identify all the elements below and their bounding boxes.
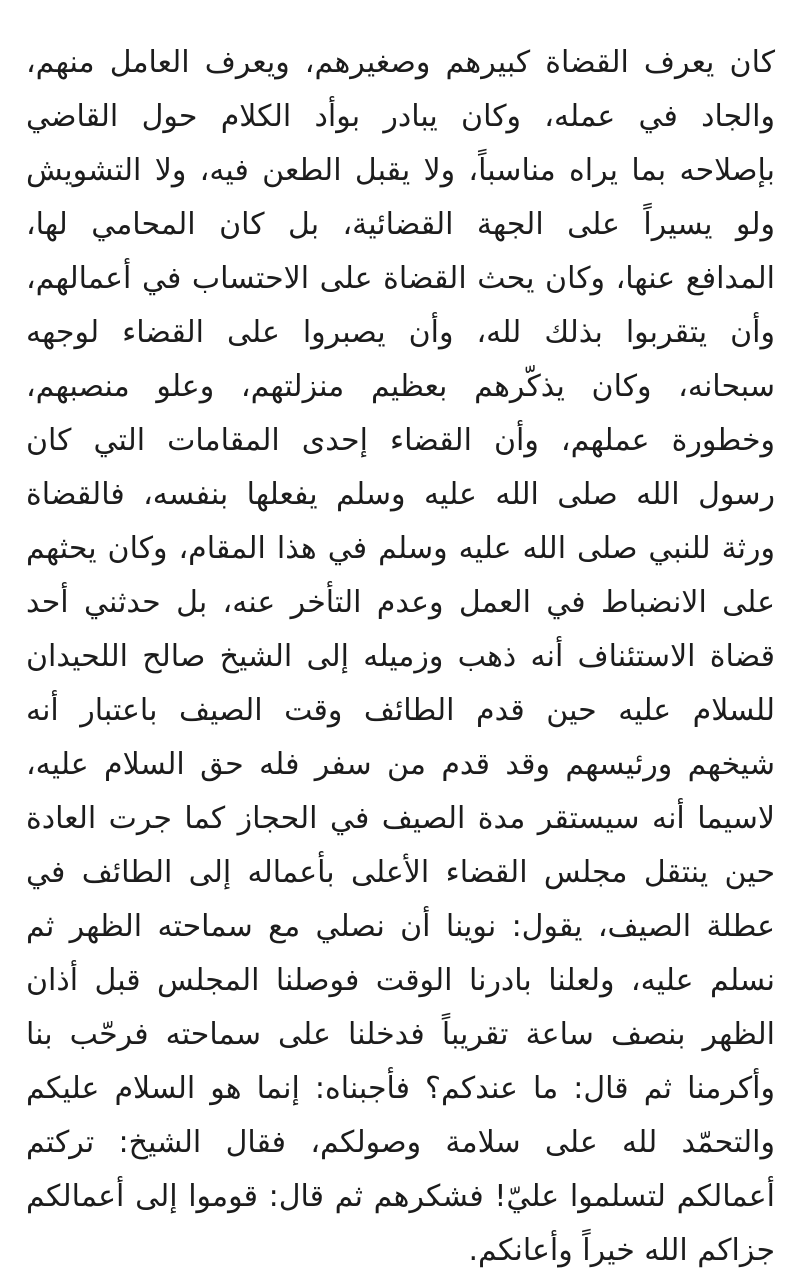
- text-line: للسلام عليه حين قدم الطائف وقت الصيف باعتبار أنه: [26, 693, 775, 728]
- text-line: سبحانه، وكان يذكّرهم بعظيم منزلتهم، وعلو منصبهم،: [26, 369, 775, 404]
- text-line: لاسيما أنه سيستقر مدة الصيف في الحجاز كما جرت العادة: [26, 801, 775, 836]
- text-line: وخطورة عملهم، وأن القضاء إحدى المقامات التي كان: [26, 423, 775, 458]
- text-line: والجاد في عمله، وكان يبادر بوأد الكلام حول القاضي: [26, 99, 775, 134]
- text-line: ورثة للنبي صلى الله عليه وسلم في هذا المقام، وكان يحثهم: [26, 531, 775, 566]
- text-line: والتحمّد لله على سلامة وصولكم، فقال الشيخ: تركتم: [26, 1125, 775, 1160]
- text-line: نسلم عليه، ولعلنا بادرنا الوقت فوصلنا المجلس قبل أذان: [26, 963, 775, 998]
- text-line: وأكرمنا ثم قال: ما عندكم؟ فأجبناه: إنما هو السلام عليكم: [26, 1071, 775, 1106]
- text-line: ولو يسيراً على الجهة القضائية، بل كان المحامي لها،: [26, 207, 775, 242]
- text-line: وأن يتقربوا بذلك لله، وأن يصبروا على القضاء لوجهه: [26, 315, 775, 350]
- text-line: على الانضباط في العمل وعدم التأخر عنه، بل حدثني أحد: [26, 585, 775, 620]
- text-line: عطلة الصيف، يقول: نوينا أن نصلي مع سماحته الظهر ثم: [26, 909, 775, 944]
- text-line: جزاكم الله خيراً وأعانكم.: [468, 1233, 775, 1268]
- text-line: قضاة الاستئناف أنه ذهب وزميله إلى الشيخ صالح اللحيدان: [26, 639, 775, 674]
- text-line: أعمالكم لتسلموا عليّ! فشكرهم ثم قال: قوموا إلى أعمالكم: [26, 1179, 775, 1214]
- article-text: [26, 36, 775, 1278]
- text-line: شيخهم ورئيسهم وقد قدم من سفر فله حق السلام عليه،: [26, 747, 775, 782]
- text-line: بإصلاحه بما يراه مناسباً، ولا يقبل الطعن فيه، ولا التشويش: [26, 153, 775, 188]
- text-line: الظهر بنصف ساعة تقريباً فدخلنا على سماحته فرحّب بنا: [26, 1017, 775, 1052]
- text-line: المدافع عنها، وكان يحث القضاة على الاحتساب في أعمالهم،: [26, 261, 775, 296]
- text-line: كان يعرف القضاة كبيرهم وصغيرهم، ويعرف العامل منهم،: [26, 45, 775, 80]
- text-line: رسول الله صلى الله عليه وسلم يفعلها بنفسه، فالقضاة: [26, 477, 775, 512]
- text-line: حين ينتقل مجلس القضاء الأعلى بأعماله إلى الطائف في: [26, 855, 775, 890]
